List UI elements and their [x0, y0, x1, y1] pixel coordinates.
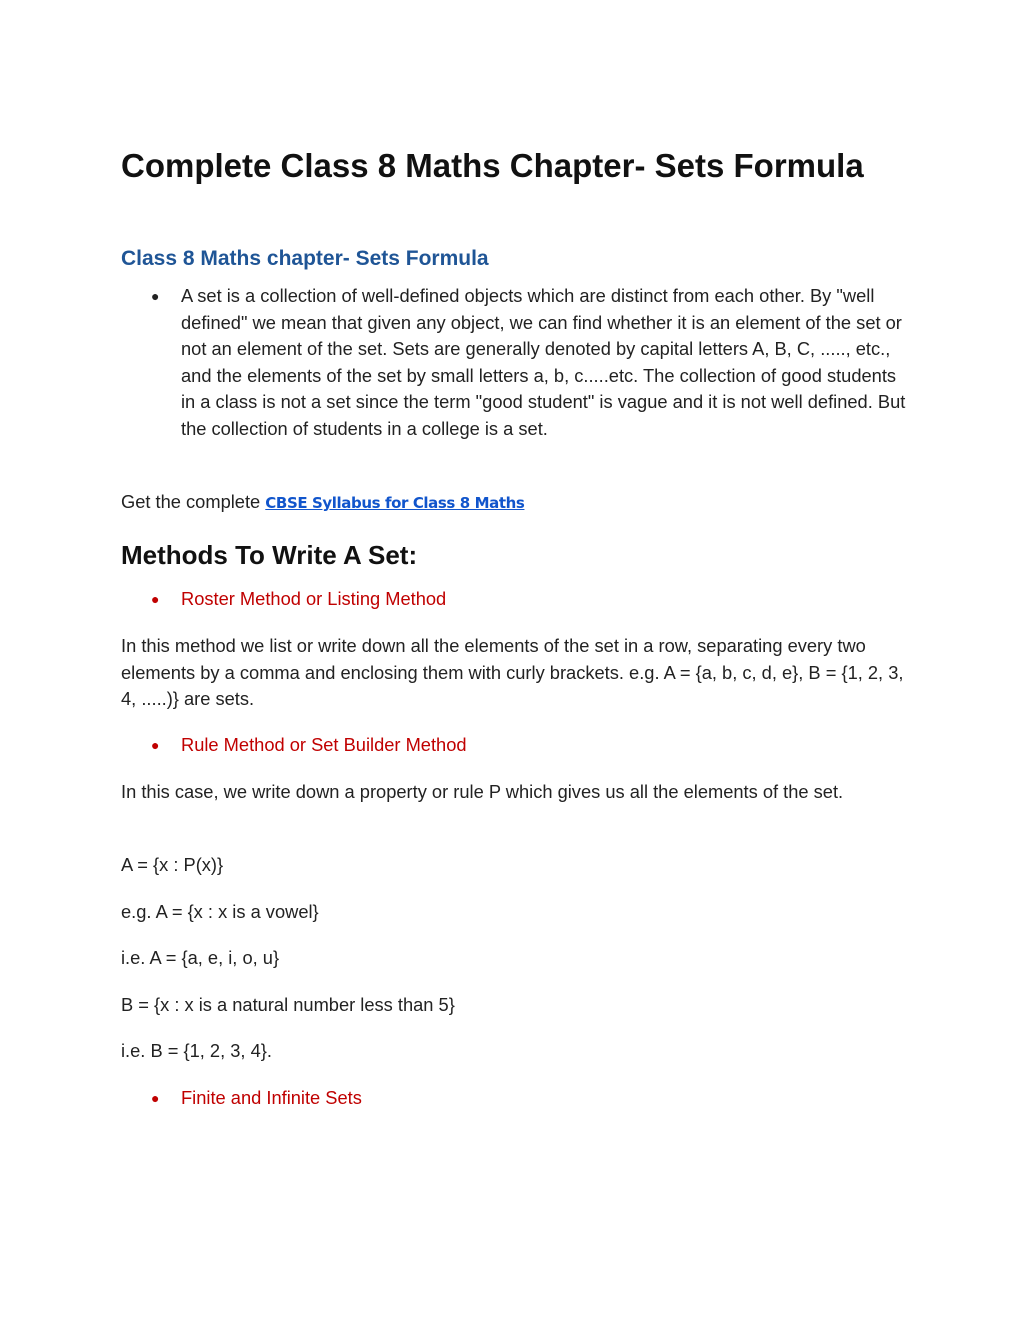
formula-line: i.e. B = {1, 2, 3, 4}.	[121, 1040, 272, 1061]
formula-line: A = {x : P(x)}	[121, 854, 224, 875]
intro-bullet-text: A set is a collection of well-defined objects which are distinct from each other. By "well defined" we mean that given any object, we can find whether it is an element of the set or not an element of the set. Sets are generally denoted by capital letters A, B, C, ....., etc., and the elements of the set by small letters a, b, c.....etc. The collection of good students in a class is not a set since the term "good student" is vague and it is not well defined. But the collection of students in a college is a set.	[181, 285, 906, 439]
formula-line: e.g. A = {x : x is a vowel}	[121, 901, 319, 922]
bullet-dot: ●	[151, 1090, 160, 1106]
roster-bullet-text: Roster Method or Listing Method	[181, 588, 447, 609]
rule-bullet-text: Rule Method or Set Builder Method	[181, 734, 467, 755]
formula-line: i.e. A = {a, e, i, o, u}	[121, 947, 280, 968]
bullet-dot: ●	[151, 591, 160, 607]
syllabus-line	[121, 489, 911, 517]
finite-bullet-text: Finite and Infinite Sets	[181, 1087, 362, 1108]
intro-bullet	[121, 283, 911, 442]
roster-description: In this method we list or write down all the elements of the set in a row, separating every two elements by a comma and enclosing them with curly brackets. e.g. A = {a, b, c, d, e}, B = {1, 2, 3, 4, .....)} are sets.	[121, 635, 904, 709]
bullet-dot: ●	[151, 288, 160, 304]
section-subtitle: Class 8 Maths chapter- Sets Formula	[121, 247, 489, 270]
roster-bullet	[121, 586, 911, 613]
syllabus-prefix: Get the complete	[121, 491, 266, 512]
rule-bullet	[121, 732, 911, 759]
formula-line: B = {x : x is a natural number less than 5}	[121, 994, 455, 1015]
methods-heading: Methods To Write A Set:	[121, 540, 418, 570]
page-title: Complete Class 8 Maths Chapter- Sets Formula	[121, 147, 864, 184]
bullet-dot: ●	[151, 737, 160, 753]
finite-bullet	[121, 1085, 911, 1112]
syllabus-link[interactable]: CBSE Syllabus for Class 8 Maths	[265, 494, 525, 512]
rule-description: In this case, we write down a property or rule P which gives us all the elements of the set.	[121, 781, 844, 802]
